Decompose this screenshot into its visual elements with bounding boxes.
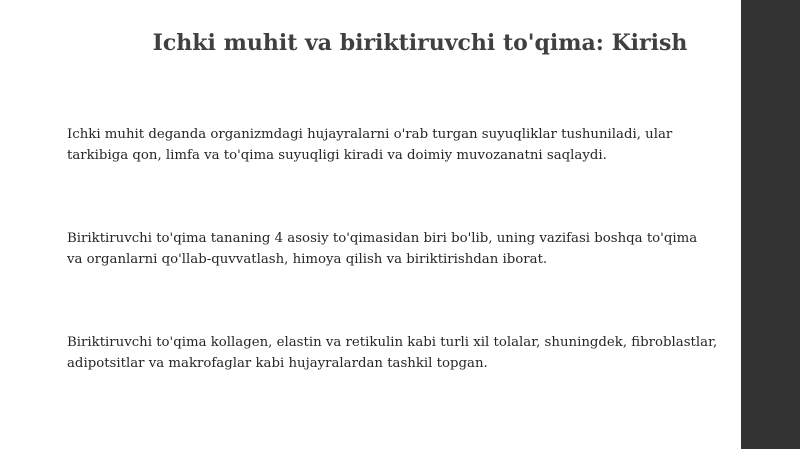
paragraph-line: tarkibiga qon, limfa va to'qima suyuqligi kiradi va doimiy muvozanatni saqlaydi.	[67, 148, 607, 163]
paragraph-line: Ichki muhit deganda organizmdagi hujayralarni o'rab turgan suyuqliklar tushuniladi, ular	[67, 127, 673, 142]
paragraph-connective-tissue-role	[67, 228, 753, 270]
paragraph-line: Biriktiruvchi to'qima kollagen, elastin va retikulin kabi turli xil tolalar, shuningdek, fibroblastlar,	[67, 335, 718, 350]
paragraph-connective-tissue-composition	[67, 332, 753, 374]
paragraph-line: Biriktiruvchi to'qima tananing 4 asosiy to'qimasidan biri bo'lib, uning vazifasi boshqa to'qima	[67, 231, 698, 246]
right-side-panel	[741, 0, 800, 449]
paragraph-line: adipotsitlar va makrofaglar kabi hujayralardan tashkil topgan.	[67, 356, 488, 371]
paragraph-line: va organlarni qo'llab-quvvatlash, himoya qilish va biriktirishdan iborat.	[67, 252, 548, 267]
slide-title: Ichki muhit va biriktiruvchi to'qima: Kirish	[152, 30, 688, 56]
paragraph-internal-environment	[67, 124, 753, 166]
